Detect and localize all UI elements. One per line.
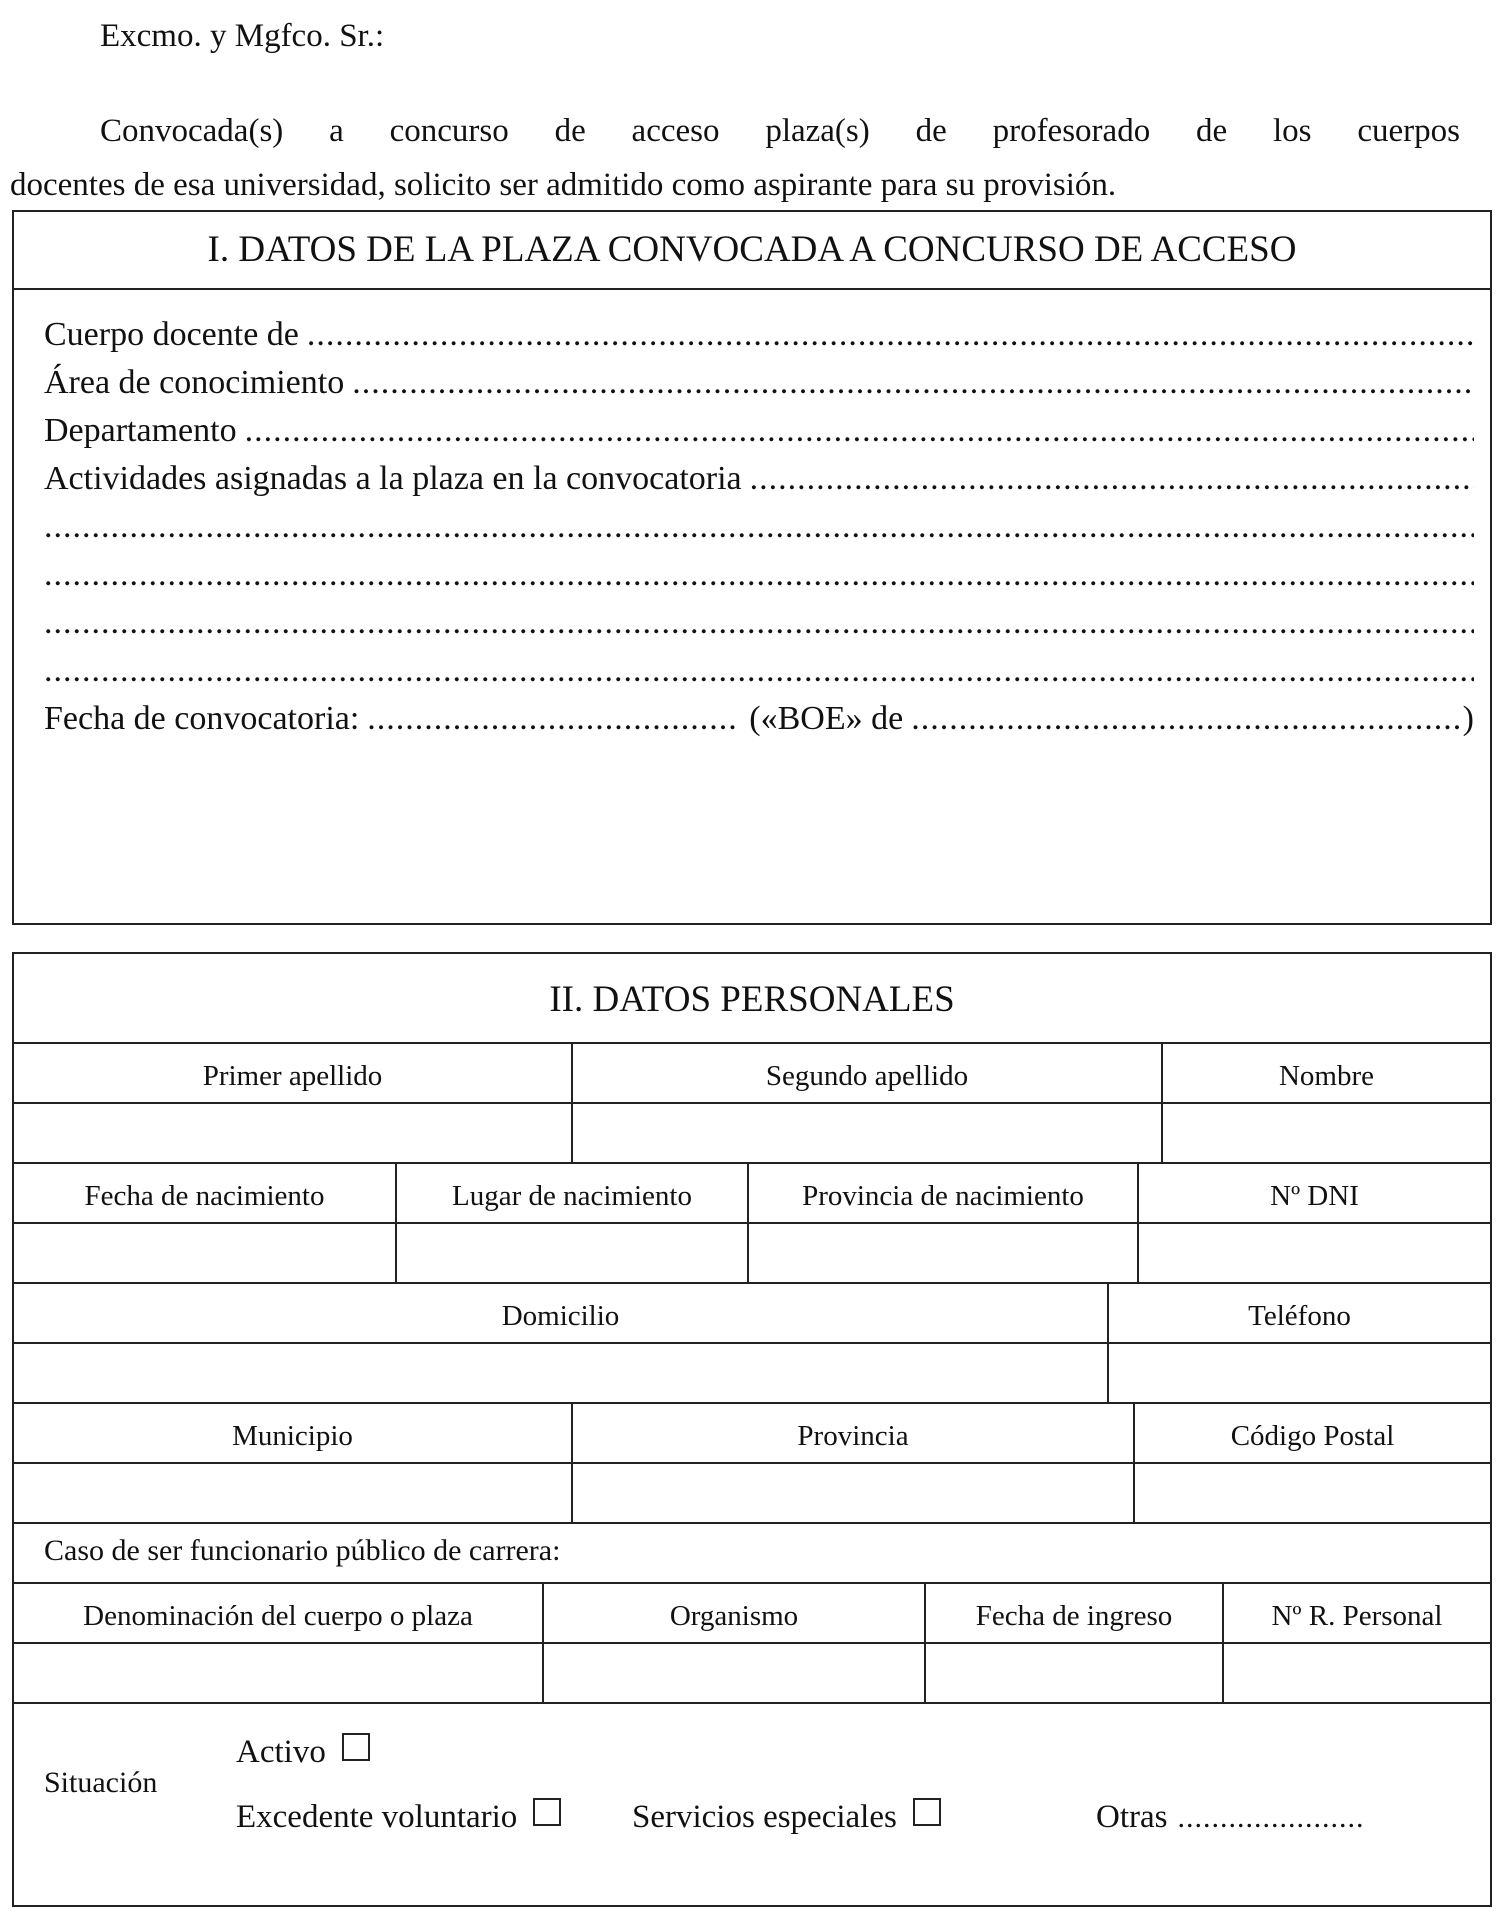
intro-line-2: docentes de esa universidad, solicito ser admitido como aspirante para su provisión.	[10, 167, 1117, 203]
checkbox-excedente[interactable]	[533, 1798, 561, 1826]
input-dni[interactable]	[1139, 1224, 1490, 1282]
input-provincia[interactable]	[573, 1464, 1135, 1522]
option-activo[interactable]	[236, 1734, 370, 1771]
row-labels	[14, 1284, 1490, 1344]
fill-line	[911, 696, 1462, 742]
option-activo-label: Activo	[236, 1734, 326, 1770]
field-departamento[interactable]	[44, 408, 1474, 454]
row-group-birth	[14, 1164, 1490, 1284]
input-primer-apellido[interactable]	[14, 1104, 573, 1162]
field-actividades-line-3[interactable]	[44, 552, 1474, 598]
field-fecha-convocatoria[interactable]	[44, 696, 1474, 742]
label-codigo-postal: Código Postal	[1230, 1420, 1395, 1452]
intro-line-1: Convocada(s) a concurso de acceso plaza(s) de profesorado de los cuerpos	[100, 113, 1460, 149]
input-lugar-nacimiento[interactable]	[397, 1224, 749, 1282]
label-fecha-nacimiento: Fecha de nacimiento	[14, 1164, 397, 1222]
field-area-label: Área de conocimiento	[44, 364, 345, 401]
row-group-names	[14, 1044, 1490, 1164]
field-actividades-line-5[interactable]	[44, 648, 1474, 694]
fill-line	[245, 408, 1474, 454]
field-cuerpo-docente[interactable]	[44, 312, 1474, 358]
option-excedente-label: Excedente voluntario	[236, 1799, 518, 1835]
label-provincia: Provincia	[573, 1404, 1135, 1462]
label-dni: Nº DNI	[1270, 1180, 1359, 1212]
row-values	[14, 1104, 1490, 1162]
label-primer-apellido: Primer apellido	[14, 1044, 573, 1102]
row-group-address	[14, 1284, 1490, 1404]
fill-line	[367, 696, 739, 742]
label-lugar-nacimiento: Lugar de nacimiento	[397, 1164, 749, 1222]
caso-funcionario-label: Caso de ser funcionario público de carrera:	[44, 1534, 561, 1567]
input-nombre[interactable]	[1163, 1104, 1490, 1162]
input-codigo-postal[interactable]	[1135, 1464, 1490, 1522]
label-segundo-apellido: Segundo apellido	[573, 1044, 1163, 1102]
label-nombre: Nombre	[1278, 1060, 1375, 1092]
fill-line	[307, 312, 1474, 358]
section-personal-title: II. DATOS PERSONALES	[14, 954, 1490, 1044]
fill-line	[44, 504, 1474, 550]
input-segundo-apellido[interactable]	[573, 1104, 1163, 1162]
input-provincia-nacimiento[interactable]	[749, 1224, 1139, 1282]
option-servicios[interactable]	[632, 1799, 941, 1836]
label-organismo: Organismo	[544, 1584, 926, 1642]
input-domicilio[interactable]	[14, 1344, 1109, 1402]
option-servicios-label: Servicios especiales	[632, 1799, 897, 1835]
row-values	[14, 1344, 1490, 1402]
field-actividades-line-4[interactable]	[44, 600, 1474, 646]
row-labels	[14, 1584, 1490, 1644]
row-values	[14, 1464, 1490, 1522]
situacion-label: Situación	[44, 1766, 158, 1799]
section-plaza	[12, 210, 1492, 925]
input-fecha-nacimiento[interactable]	[14, 1224, 397, 1282]
field-cuerpo-label: Cuerpo docente de	[44, 316, 299, 353]
section-datos-personales	[12, 952, 1492, 1907]
option-excedente[interactable]	[236, 1799, 561, 1836]
label-provincia-nacimiento: Provincia de nacimiento	[749, 1164, 1139, 1222]
fill-line	[44, 600, 1474, 646]
option-otras-label: Otras	[1096, 1799, 1168, 1835]
field-actividades-label: Actividades asignadas a la plaza en la convocatoria	[44, 460, 742, 497]
label-domicilio: Domicilio	[14, 1284, 1109, 1342]
input-organismo[interactable]	[544, 1644, 926, 1702]
row-labels	[14, 1044, 1490, 1104]
row-values	[14, 1224, 1490, 1282]
fill-line	[44, 552, 1474, 598]
intro-paragraph	[10, 104, 1460, 212]
input-denominacion[interactable]	[14, 1644, 544, 1702]
fill-line	[352, 360, 1474, 406]
otras-fill-line[interactable]: ......................	[1177, 1800, 1365, 1834]
input-registro-personal[interactable]	[1224, 1644, 1490, 1702]
checkbox-servicios[interactable]	[913, 1798, 941, 1826]
field-actividades[interactable]	[44, 456, 1474, 502]
input-telefono[interactable]	[1109, 1344, 1490, 1402]
checkbox-activo[interactable]	[342, 1733, 370, 1761]
label-fecha-ingreso: Fecha de ingreso	[926, 1584, 1224, 1642]
label-telefono: Teléfono	[1248, 1300, 1351, 1332]
row-values	[14, 1644, 1490, 1702]
row-labels	[14, 1164, 1490, 1224]
label-registro-personal: Nº R. Personal	[1271, 1600, 1443, 1632]
field-area-conocimiento[interactable]	[44, 360, 1474, 406]
field-departamento-label: Departamento	[44, 412, 237, 449]
close-paren: )	[1462, 700, 1474, 737]
row-group-funcionario	[14, 1582, 1490, 1704]
field-boe-label: («BOE» de	[749, 700, 904, 737]
salutation: Excmo. y Mgfco. Sr.:	[100, 18, 385, 54]
label-denominacion: Denominación del cuerpo o plaza	[14, 1584, 544, 1642]
section-plaza-title: I. DATOS DE LA PLAZA CONVOCADA A CONCURSO DE ACCESO	[14, 212, 1490, 290]
row-labels	[14, 1404, 1490, 1464]
row-group-location	[14, 1404, 1490, 1524]
field-fecha-label: Fecha de convocatoria:	[44, 700, 360, 737]
input-municipio[interactable]	[14, 1464, 573, 1522]
fill-line	[750, 456, 1474, 502]
field-actividades-line-2[interactable]	[44, 504, 1474, 550]
fill-line	[44, 648, 1474, 694]
input-fecha-ingreso[interactable]	[926, 1644, 1224, 1702]
option-otras[interactable]	[1096, 1799, 1364, 1836]
label-municipio: Municipio	[14, 1404, 573, 1462]
